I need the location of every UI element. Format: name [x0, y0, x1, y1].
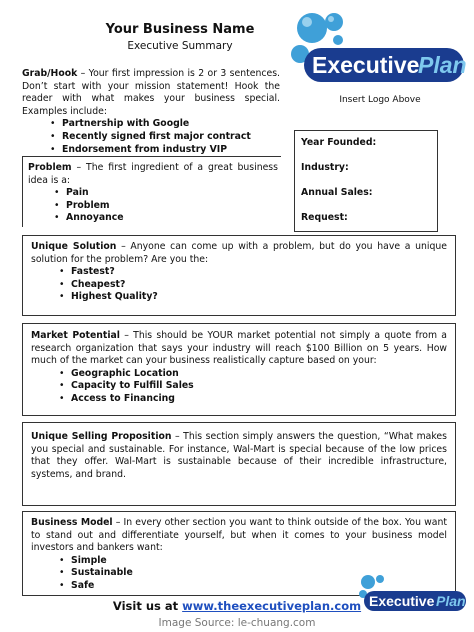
- list-item: • Fastest?: [71, 266, 447, 279]
- market-potential-section: [31, 330, 447, 406]
- website-link[interactable]: www.theexecutiveplan.com: [182, 599, 362, 613]
- list-item: • Geographic Location: [71, 368, 447, 381]
- list-item: • Access to Financing: [71, 393, 447, 406]
- usp-section: [31, 431, 447, 481]
- annual-sales-label: Annual Sales:: [301, 187, 373, 198]
- list-item: • Pain: [66, 187, 278, 200]
- document-subtitle: Executive Summary: [127, 40, 233, 52]
- problem-list: [28, 187, 278, 225]
- business-model-paragraph: [31, 517, 447, 555]
- unique-solution-box: [22, 235, 456, 316]
- market-potential-list: [31, 368, 447, 406]
- business-name-title: Your Business Name: [105, 22, 255, 37]
- unique-solution-paragraph: [31, 241, 447, 266]
- industry-label: Industry:: [301, 162, 349, 173]
- small-logo-text-plan: Plan: [436, 593, 466, 609]
- list-item: • Cheapest?: [71, 279, 447, 292]
- list-item: • Problem: [66, 200, 278, 213]
- grab-hook-body: – Your first impression is 2 or 3 sentences. Don’t start with your mission statement! Hook the reader with what makes your business special. Examples include:: [22, 68, 280, 117]
- market-potential-paragraph: [31, 330, 447, 368]
- usp-body: – This section simply answers the question, “What makes you special and sustainable. For instance, Wal-Mart is special because of the low prices that they offer. Wal-Mart is sustainable because of their incredible infrastructure, systems, and brand.: [31, 431, 447, 480]
- footer-prefix: Visit us at: [112, 599, 183, 613]
- market-potential-box: [22, 323, 456, 416]
- list-item: • Partnership with Google: [62, 118, 280, 131]
- year-founded-label: Year Founded:: [301, 137, 377, 148]
- unique-solution-body: – Anyone can come up with a problem, but do you have a unique solution for the problem? Are you the:: [31, 241, 447, 265]
- usp-box: [22, 422, 456, 506]
- usp-heading: Unique Selling Proposition: [31, 431, 172, 442]
- list-item: • Highest Quality?: [71, 291, 447, 304]
- problem-heading: Problem: [28, 162, 72, 173]
- grab-hook-paragraph: [22, 68, 280, 118]
- grab-hook-heading: Grab/Hook: [22, 68, 78, 79]
- problem-section: [28, 162, 278, 225]
- list-item: • Simple: [71, 555, 447, 568]
- list-item: • Endorsement from industry VIP: [62, 144, 280, 157]
- problem-body: – The first ingredient of a great business idea is a:: [28, 162, 278, 186]
- request-label: Request:: [301, 212, 348, 223]
- footer-visit: [0, 599, 474, 613]
- image-source-caption: Image Source: le-chuang.com: [158, 617, 316, 629]
- unique-solution-list: [31, 266, 447, 304]
- list-item: • Safe: [71, 580, 447, 593]
- executive-plan-logo: [290, 8, 470, 92]
- list-item: • Annoyance: [66, 212, 278, 225]
- market-potential-heading: Market Potential: [31, 330, 120, 341]
- usp-paragraph: [31, 431, 447, 481]
- unique-solution-section: [31, 241, 447, 304]
- company-info-box: [294, 130, 438, 232]
- list-item: • Recently signed first major contract: [62, 131, 280, 144]
- logo-text-executive: Executive: [312, 52, 420, 78]
- problem-paragraph: [28, 162, 278, 187]
- grab-hook-section: [22, 68, 280, 156]
- grab-hook-list: [22, 118, 280, 156]
- business-model-heading: Business Model: [31, 517, 113, 528]
- logo-graphic: [290, 8, 470, 92]
- logo-caption: Insert Logo Above: [339, 95, 421, 105]
- list-item: • Sustainable: [71, 567, 447, 580]
- logo-text-plan: Plan: [418, 52, 467, 78]
- unique-solution-heading: Unique Solution: [31, 241, 117, 252]
- market-potential-body: – This should be YOUR market potential not simply a quote from a research organization that says your industry will reach $100 Billion on 5 years. How much of the market can your business realistically capture based on your:: [31, 330, 448, 367]
- small-logo-text-executive: Executive: [369, 593, 435, 609]
- list-item: • Capacity to Fulfill Sales: [71, 380, 447, 393]
- business-model-body: – In every other section you want to think outside of the box. You want to stand out and differentiate yourself, but when it comes to your business model investors and bankers want:: [31, 517, 447, 554]
